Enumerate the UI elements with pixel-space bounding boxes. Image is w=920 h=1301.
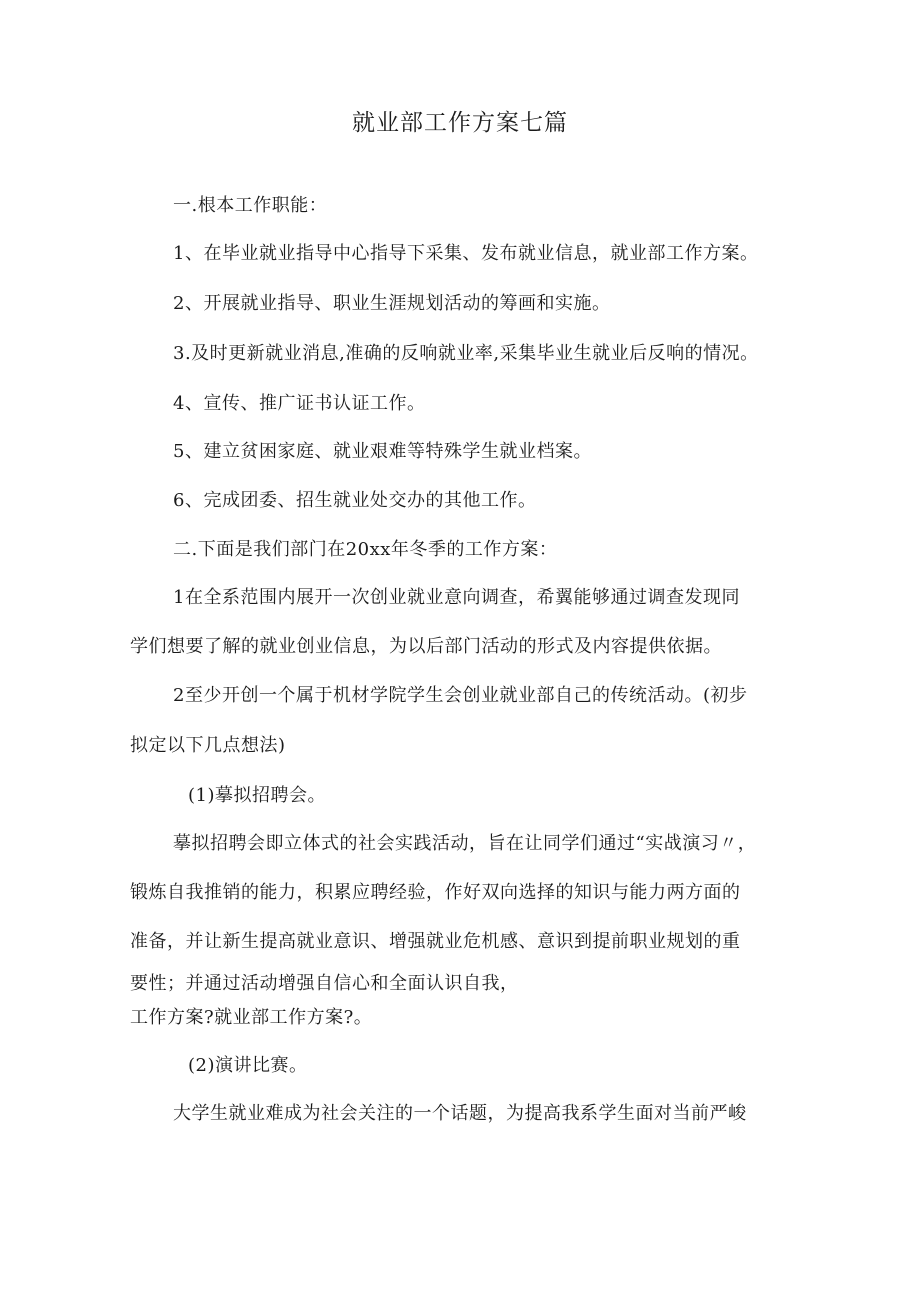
plan-item-1-line: 学们想要了解的就业创业信息，为以后部门活动的形式及内容提供依据。 <box>130 636 722 657</box>
section-heading-plan: 二.下面是我们部门在20xx年冬季的工作方案： <box>173 539 558 560</box>
duty-item: 5、建立贫困家庭、就业艰难等特殊学生就业档案。 <box>173 441 592 462</box>
paragraph-line: 摹拟招聘会即立体式的社会实践活动，旨在让同学们通过“实战演习〃， <box>173 833 757 854</box>
subsection-heading-speech-contest: (2)演讲比赛。 <box>188 1055 308 1076</box>
duty-item: 6、完成团委、招生就业处交办的其他工作。 <box>173 490 537 511</box>
paragraph-line: 工作方案?就业部工作方案?。 <box>130 1007 373 1028</box>
duty-item: 1、在毕业就业指导中心指导下采集、发布就业信息，就业部工作方案。 <box>173 243 759 264</box>
duty-item: 2、开展就业指导、职业生涯规划活动的筹画和实施。 <box>173 293 611 314</box>
document-title: 就业部工作方案七篇 <box>352 110 568 136</box>
paragraph-line: 锻炼自我推销的能力，积累应聘经验，作好双向选择的知识与能力两方面的 <box>130 882 741 903</box>
duty-item: 3.及时更新就业消息,准确的反响就业率,采集毕业生就业后反响的情况。 <box>173 343 759 364</box>
duty-item: 4、宣传、推广证书认证工作。 <box>173 393 426 414</box>
paragraph-line: 大学生就业难成为社会关注的一个话题，为提高我系学生面对当前严峻 <box>173 1103 747 1124</box>
paragraph-line: 要性；并通过活动增强自信心和全面认识自我， <box>130 973 519 994</box>
subsection-heading-mock-job-fair: (1)摹拟招聘会。 <box>188 785 326 806</box>
plan-item-1-line: 1在全系范围内展开一次创业就业意向调查，希翼能够通过调查发现同 <box>173 587 740 608</box>
paragraph-line: 准备，并让新生提高就业意识、增强就业危机感、意识到提前职业规划的重 <box>130 931 741 952</box>
plan-item-2-line: 2至少开创一个属于机材学院学生会创业就业部自己的传统活动。(初步 <box>173 685 748 706</box>
section-heading-duties: 一.根本工作职能： <box>173 195 328 216</box>
plan-item-2-line: 拟定以下几点想法) <box>130 735 286 756</box>
